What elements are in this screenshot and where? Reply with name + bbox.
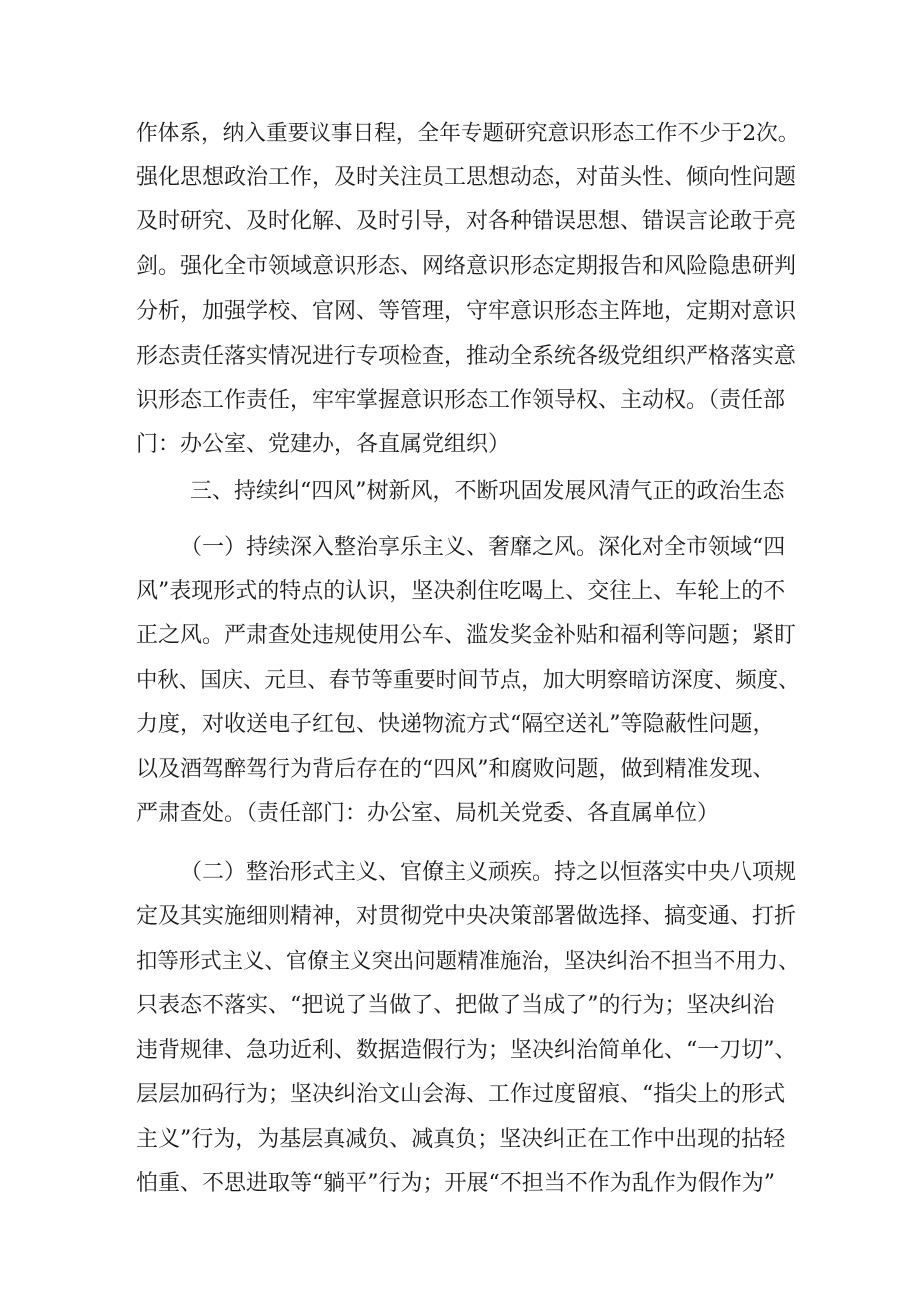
text-line: 形态责任落实情况进行专项检查，推动全系统各级党组织严格落实意 xyxy=(136,344,797,369)
text-line: 只表态不落实、“把说了当做了、把做了当成了”的行为；坚决纠治 xyxy=(136,993,775,1018)
text-line: 风”表现形式的特点的认识，坚决刹住吃喝上、交往上、车轮上的不 xyxy=(136,579,786,604)
text-line: 剑。强化全市领域意识形态、网络意识形态定期报告和风险隐患研判 xyxy=(136,254,797,279)
text-line: 怕重、不思进取等“躺平”行为；开展“不担当不作为乱作为假作为” xyxy=(136,1171,775,1196)
text-line: 门：办公室、党建办，各直属党组织） xyxy=(136,432,511,457)
text-line: 作体系，纳入重要议事日程，全年专题研究意识形态工作不少于2次。 xyxy=(136,121,800,146)
text-line: 识形态工作责任，牢牢掌握意识形态工作领导权、主动权。（责任部 xyxy=(136,388,786,413)
text-line: 正之风。严肃查处违规使用公车、滥发奖金补贴和福利等问题；紧盯 xyxy=(136,623,797,648)
text-line: 层层加码行为；坚决纠治文山会海、工作过度留痕、“指尖上的形式 xyxy=(136,1082,786,1107)
text-line: 及时研究、及时化解、及时引导，对各种错误思想、错误言论敢于亮 xyxy=(136,209,797,234)
text-line: 强化思想政治工作，及时关注员工思想动态，对苗头性、倾向性问题 xyxy=(136,165,797,190)
text-line: 扣等形式主义、官僚主义突出问题精准施治，坚决纠治不担当不用力、 xyxy=(136,949,800,974)
text-line: 严肃查处。（责任部门：办公室、局机关党委、各直属单位） xyxy=(136,801,720,826)
text-line: 违背规律、急功近利、数据造假行为；坚决纠治简单化、“一刀切”、 xyxy=(136,1038,797,1063)
text-line: 以及酒驾醉驾行为背后存在的“四风”和腐败问题，做到精准发现、 xyxy=(136,757,775,782)
text-line: 中秋、国庆、元旦、春节等重要时间节点，加大明察暗访深度、频度、 xyxy=(136,668,800,693)
text-line: 定及其实施细则精神，对贯彻党中央决策部署做选择、搞变通、打折 xyxy=(136,904,797,929)
text-line: 分析，加强学校、官网、等管理，守牢意识形态主阵地，定期对意识 xyxy=(136,299,797,324)
text-line: （二）整治形式主义、官僚主义顽疾。持之以恒落实中央八项规 xyxy=(180,860,797,885)
text-line: 主义”行为，为基层真减负、减真负；坚决纠正在工作中出现的拈轻 xyxy=(136,1127,786,1152)
section-heading: 三、持续纠“四风”树新风，不断巩固发展风清气正的政治生态 xyxy=(190,479,785,504)
text-line: （一）持续深入整治享乐主义、奢靡之风。深化对全市领域“四 xyxy=(180,535,786,560)
text-line: 力度，对收送电子红包、快递物流方式“隔空送礼”等隐蔽性问题， xyxy=(136,712,775,737)
